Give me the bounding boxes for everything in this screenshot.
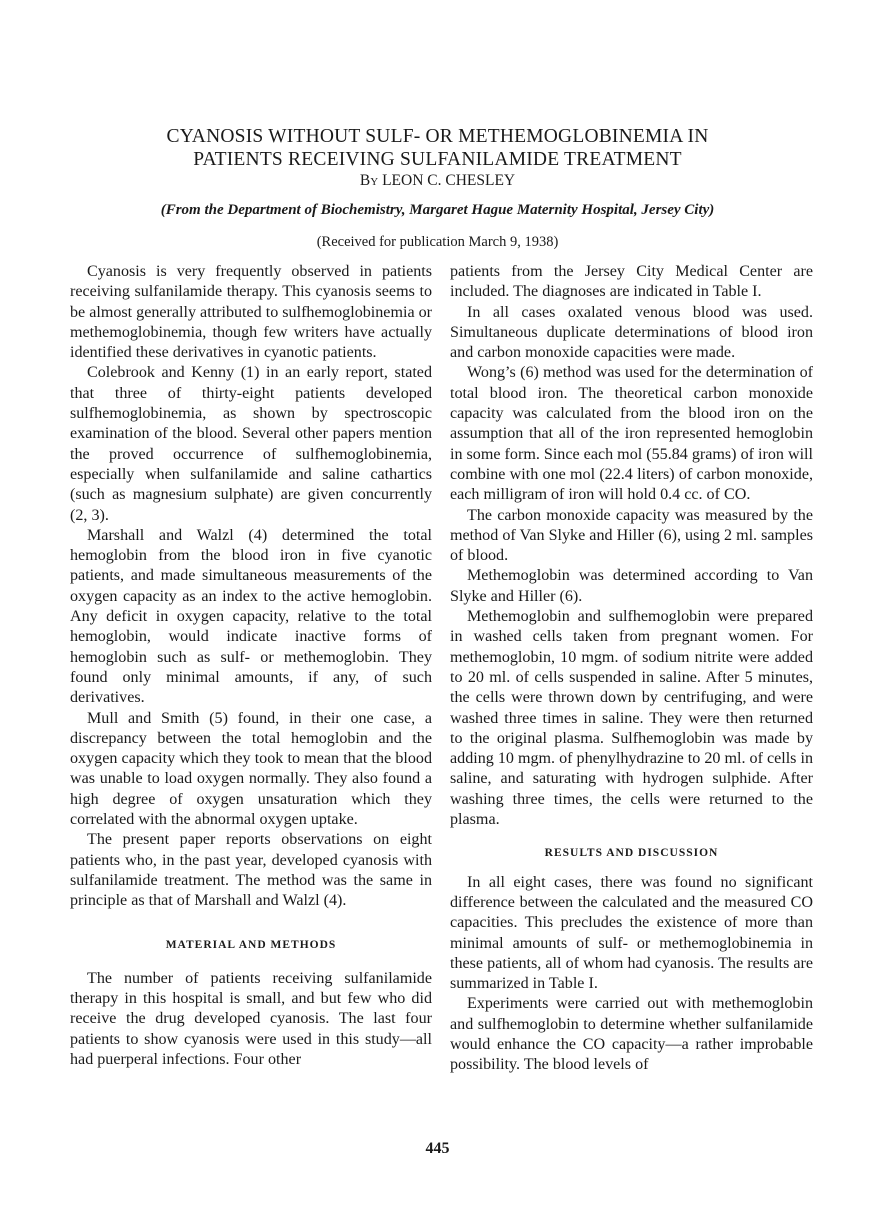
paragraph: The present paper reports observations on eight patients who, in the past year, developed cyanosis with sulfanilamide treatment. The method was the same in principle as that of Marshall and Walzl (4). bbox=[70, 831, 432, 910]
left-column bbox=[70, 262, 432, 1070]
paragraph-continuation: patients from the Jersey City Medical Center are included. The diagnoses are indicated in Table I. bbox=[450, 263, 813, 301]
page-number: 445 bbox=[425, 1140, 450, 1157]
paragraph: Methemoglobin was determined according to Van Slyke and Hiller (6). bbox=[450, 567, 813, 605]
paragraph: Colebrook and Kenny (1) in an early report, stated that three of thirty-eight patients developed sulfhemoglobinemia, as shown by spectroscopic examination of the blood. Several other papers mention the proved occurrence of sulfhemoglobinemia, especially when sulfanilamide and saline cathartics (such as magnesium sulphate) are given concurrently (2, 3). bbox=[70, 364, 432, 524]
title-line-1: CYANOSIS WITHOUT SULF- OR METHEMOGLOBINEMIA IN bbox=[166, 126, 709, 147]
byline bbox=[0, 172, 875, 190]
paragraph: Wong’s (6) method was used for the determination of total blood iron. The theoretical carbon monoxide capacity was calculated from the blood iron on the assumption that all of the iron represented hemoglobin in some form. Since each mol (55.84 grams) of iron will combine with one mol (22.4 liters) of carbon monoxide, each milligram of iron will hold 0.4 cc. of CO. bbox=[450, 364, 813, 504]
section-heading-results: RESULTS AND DISCUSSION bbox=[544, 847, 719, 860]
paragraph: Marshall and Walzl (4) determined the total hemoglobin from the blood iron in five cyanotic patients, and made simultaneous measurements of the oxygen capacity as an index to the active hemoglobin. Any deficit in oxygen capacity, relative to the total hemoglobin, would indicate inactive forms of hemoglobin such as sulf- or methemoglobin. They found only minimal amounts, if any, of such derivatives. bbox=[70, 526, 432, 707]
paragraph: Experiments were carried out with methemoglobin and sulfhemoglobin to determine whether sulfanilamide would enhance the CO capacity—a rather improbable possibility. The blood levels of bbox=[450, 995, 813, 1074]
byline-prefix: By bbox=[359, 172, 379, 189]
paragraph: Cyanosis is very frequently observed in patients receiving sulfanilamide therapy. This cyanosis seems to be almost generally attributed to sulfhemoglobinemia or methemoglobinemia, though few writers have actually identified these derivatives in cyanotic patients. bbox=[70, 263, 433, 362]
right-column bbox=[450, 262, 813, 1076]
author-name: LEON C. CHESLEY bbox=[382, 172, 516, 189]
title-line-2: PATIENTS RECEIVING SULFANILAMIDE TREATMENT bbox=[193, 149, 682, 170]
paragraph: Mull and Smith (5) found, in their one case, a discrepancy between the total hemoglobin and the oxygen capacity which they took to mean that the blood was unable to load oxygen normally. They also found a high degree of oxygen unsaturation which they correlated with the abnormal oxygen uptake. bbox=[70, 709, 432, 829]
received-date: (Received for publication March 9, 1938) bbox=[316, 234, 559, 250]
article-title bbox=[0, 125, 875, 171]
paragraph: The number of patients receiving sulfanilamide therapy in this hospital is small, and but few who did receive the drug developed cyanosis. The last four patients to show cyanosis were used in this study—all had puerperal infections. Four other bbox=[70, 969, 432, 1068]
paragraph: Methemoglobin and sulfhemoglobin were prepared in washed cells taken from pregnant women. For methemoglobin, 10 mgm. of sodium nitrite were added to 20 ml. of cells suspended in saline. After 5 minutes, the cells were thrown down by centrifuging, and were washed three times in saline. They were then returned to the original plasma. Sulfhemoglobin was made by adding 10 mgm. of phenylhydrazine to 20 ml. of cells in saline, and saturating with hydrogen sulphide. After washing three times, the cells were returned to the plasma. bbox=[450, 608, 813, 829]
paragraph: In all eight cases, there was found no significant difference between the calculated and the measured CO capacities. This precludes the existence of more than minimal amounts of sulf- or methemoglobinemia in these patients, all of whom had cyanosis. The results are summarized in Table I. bbox=[450, 873, 813, 993]
paragraph: In all cases oxalated venous blood was used. Simultaneous duplicate determinations of blood iron and carbon monoxide capacities were made. bbox=[450, 303, 813, 362]
section-heading-methods: MATERIAL AND METHODS bbox=[165, 938, 337, 951]
paragraph: The carbon monoxide capacity was measured by the method of Van Slyke and Hiller (6), using 2 ml. samples of blood. bbox=[450, 506, 813, 565]
affiliation: (From the Department of Biochemistry, Margaret Hague Maternity Hospital, Jersey City) bbox=[160, 202, 715, 218]
